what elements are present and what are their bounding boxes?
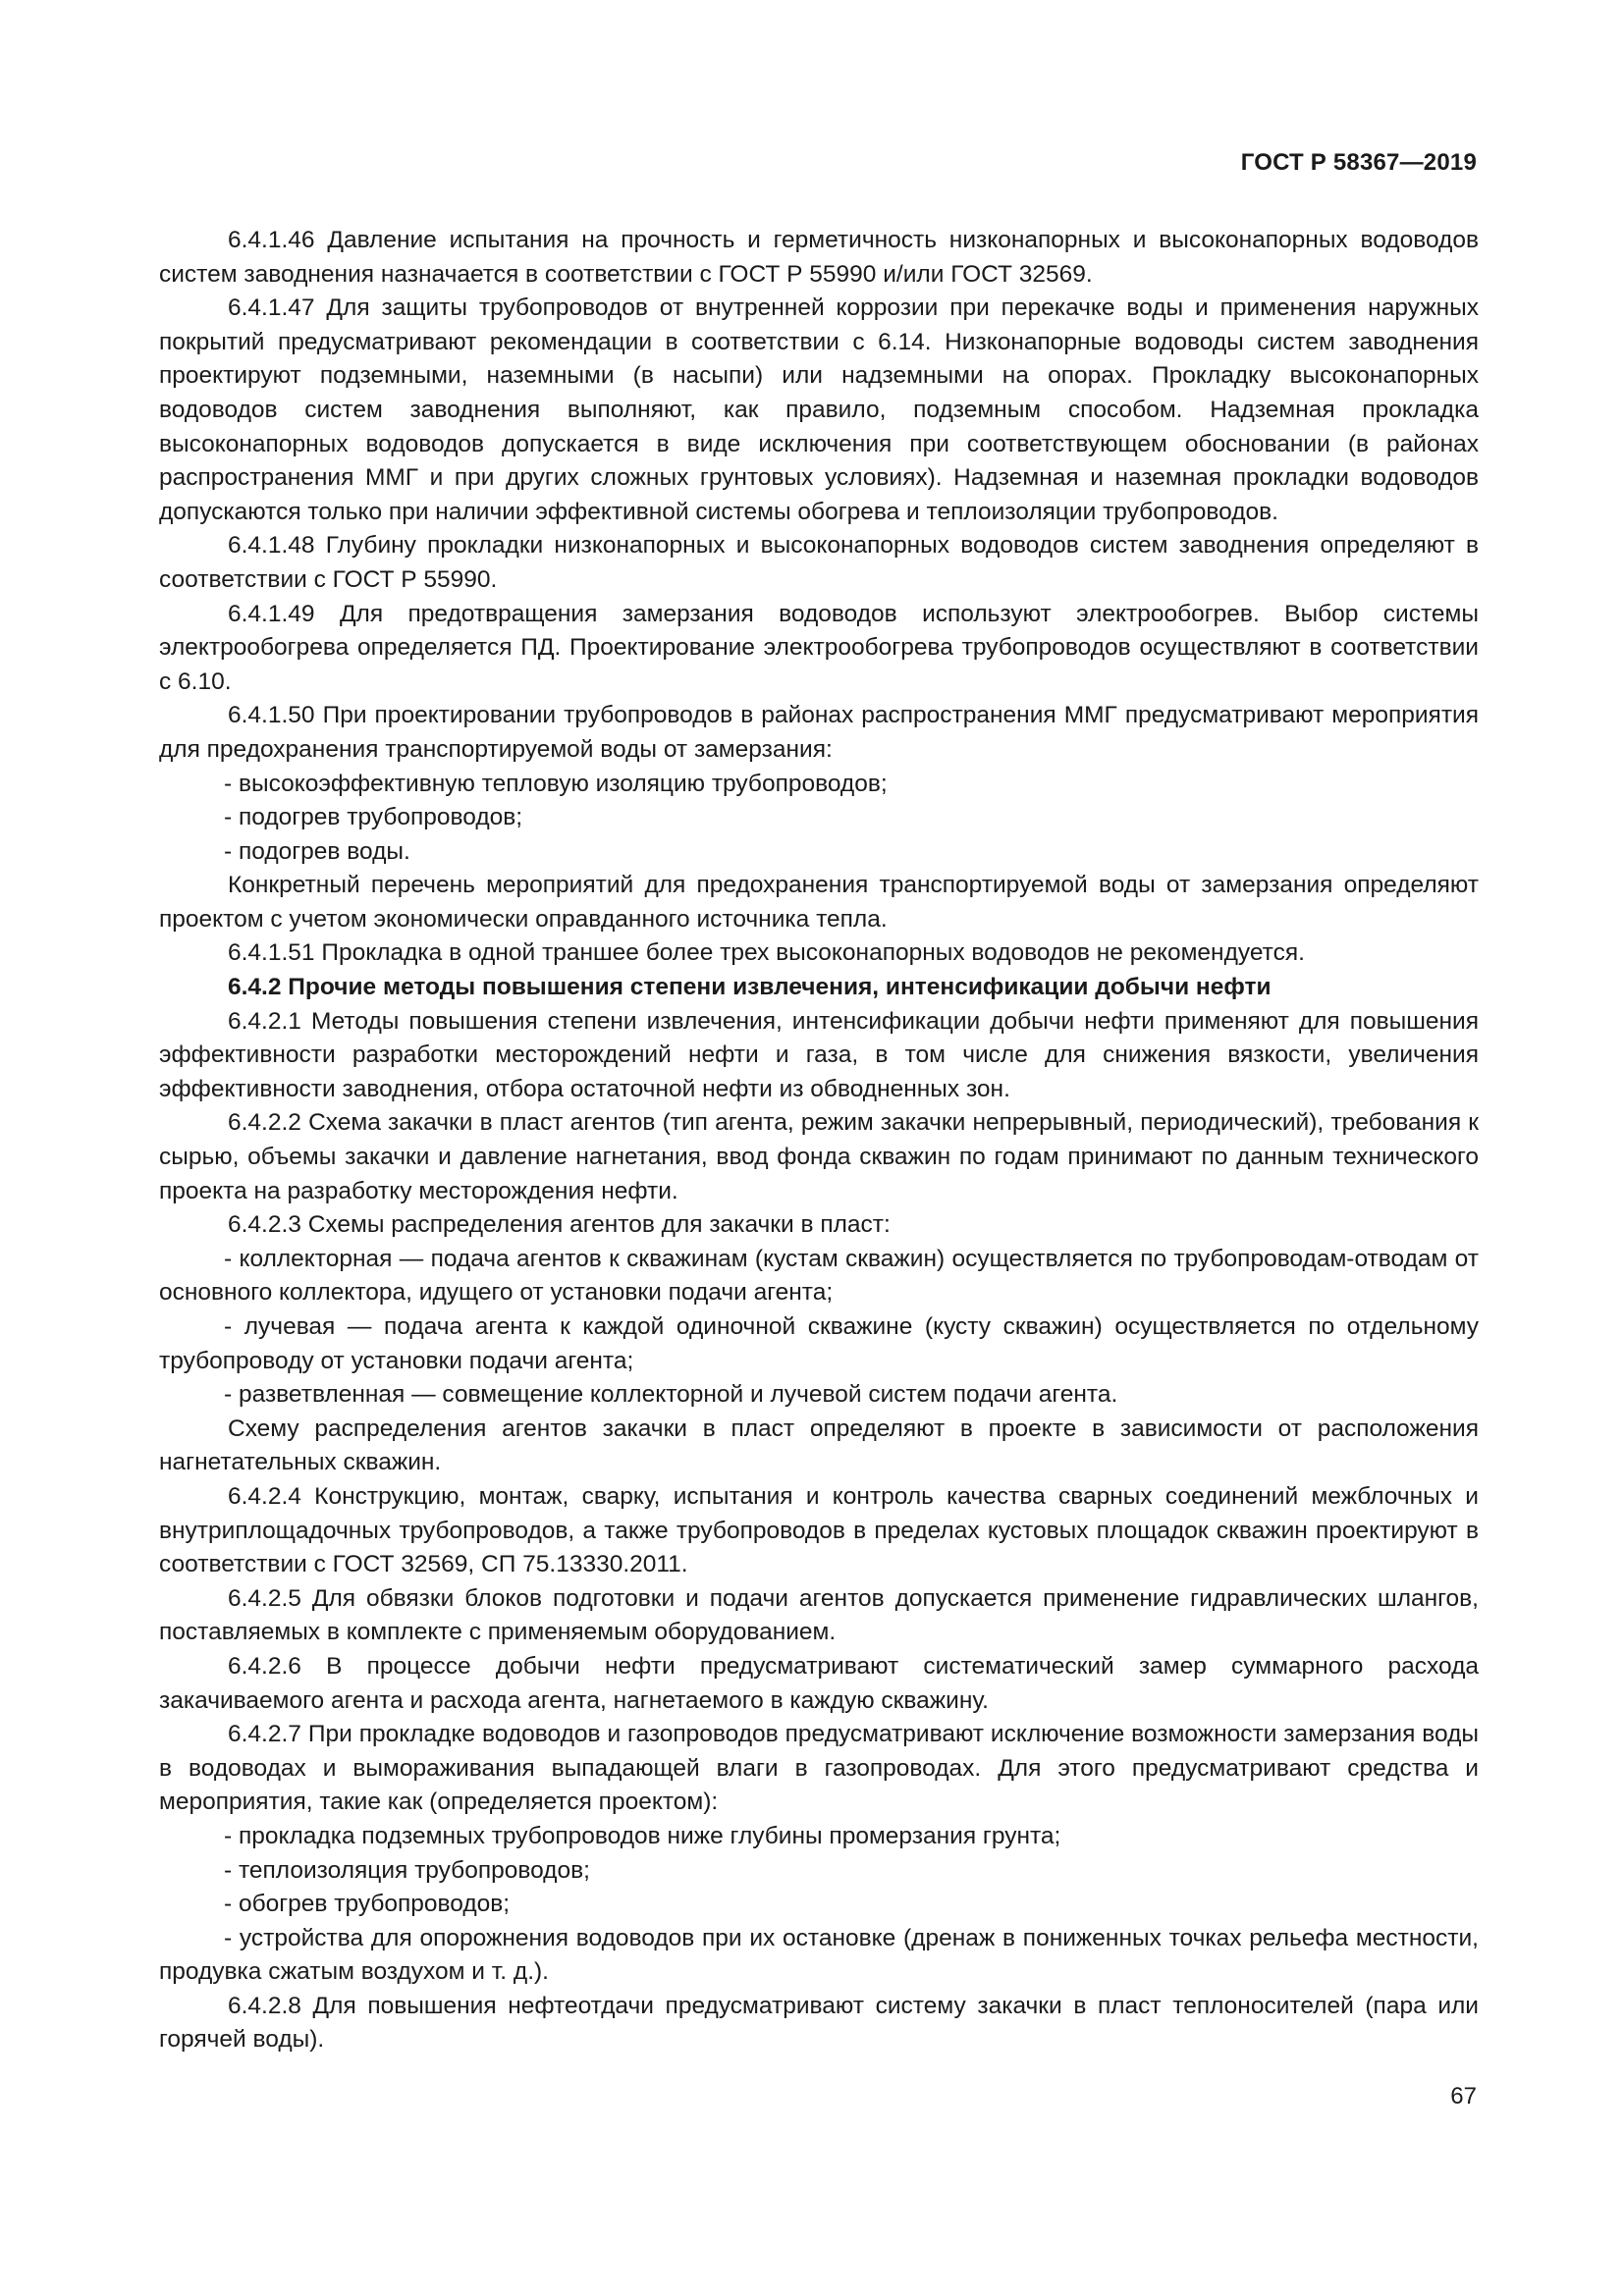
list-item: - прокладка подземных трубопроводов ниже глубины промерзания грунта; <box>224 1822 1061 1849</box>
paragraph-6-4-1-50: 6.4.1.50 При проектировании трубопроводов в районах распространения ММГ предусматривают мероприятия для предохранения транспортируемой воды от замерзания: <box>159 702 1479 763</box>
paragraph-6-4-2-8: 6.4.2.8 Для повышения нефтеотдачи предусматривают систему закачки в пласт теплоносителей (пара или горячей воды). <box>159 1992 1479 2054</box>
section-heading-6-4-2: 6.4.2 Прочие методы повышения степени извлечения, интенсификации добычи нефти <box>228 974 1272 1001</box>
paragraph-6-4-2-2: 6.4.2.2 Схема закачки в пласт агентов (тип агента, режим закачки непрерывный, периодический), требования к сырью, объемы закачки и давление нагнетания, ввод фонда скважин по годам принимают по данным технического проекта на разработку месторождения нефти. <box>159 1109 1479 1204</box>
paragraph-6-4-2-4: 6.4.2.4 Конструкцию, монтаж, сварку, испытания и контроль качества сварных соединений межблочных и внутриплощадочных трубопроводов, а также трубопроводов в пределах кустовых площадок скважин проектируют в соответствии с ГОСТ 32569, СП 75.13330.2011. <box>159 1482 1479 1578</box>
page-number: 67 <box>1450 2083 1477 2109</box>
paragraph-6-4-2-7: 6.4.2.7 При прокладке водоводов и газопроводов предусматривают исключение возможности замерзания воды в водоводах и вымораживания выпадающей влаги в газопроводах. Для этого предусматривают средства и мероприятия, такие как (определяется проектом): <box>159 1721 1479 1816</box>
paragraph-6-4-1-46: 6.4.1.46 Давление испытания на прочность и герметичность низконапорных и высоконапорных водоводов систем заводнения назначается в соответствии с ГОСТ Р 55990 и/или ГОСТ 32569. <box>159 227 1479 288</box>
list-item: - подогрев воды. <box>224 837 410 865</box>
list-item: - устройства для опорожнения водоводов при их остановке (дренаж в пониженных точках рельефа местности, продувка сжатым воздухом и т. д.). <box>159 1924 1479 1986</box>
paragraph-6-4-1-47: 6.4.1.47 Для защиты трубопроводов от внутренней коррозии при перекачке воды и применения наружных покрытий предусматривают рекомендации в соответствии с 6.14. Низконапорные водоводы систем заводнения проектируют подземными, наземными (в насыпи) или надземными на опорах. Прокладку высоконапорных водоводов систем заводнения выполняют, как правило, подземным способом. Надземная прокладка высоконапорных водоводов допускается в виде исключения при соответствующем обосновании (в районах распространения ММГ и при других сложных грунтовых условиях). Надземная и наземная прокладки водоводов допускаются только при наличии эффективной системы обогрева и теплоизоляции трубопроводов. <box>159 294 1479 525</box>
list-item: - лучевая — подача агента к каждой одиночной скважине (кусту скважин) осуществляется по отдельному трубопроводу от установки подачи агента; <box>159 1313 1479 1374</box>
list-item: - высокоэффективную тепловую изоляцию трубопроводов; <box>224 770 888 797</box>
document-body <box>159 224 1479 2057</box>
list-item: - теплоизоляция трубопроводов; <box>224 1856 590 1884</box>
paragraph-distribution-scheme: Схему распределения агентов закачки в пласт определяют в проекте в зависимости от расположения нагнетательных скважин. <box>159 1415 1479 1476</box>
paragraph-measures-list: Конкретный перечень мероприятий для предохранения транспортируемой воды от замерзания определяют проектом с учетом экономически оправданного источника тепла. <box>159 872 1479 933</box>
paragraph-6-4-1-51: 6.4.1.51 Прокладка в одной траншее более трех высоконапорных водоводов не рекомендуется. <box>228 939 1305 967</box>
document-standard-id: ГОСТ Р 58367—2019 <box>1240 149 1477 176</box>
paragraph-6-4-2-6: 6.4.2.6 В процессе добычи нефти предусматривают систематический замер суммарного расхода закачиваемого агента и расхода агента, нагнетаемого в каждую скважину. <box>159 1652 1479 1714</box>
paragraph-6-4-1-49: 6.4.1.49 Для предотвращения замерзания водоводов используют электрообогрев. Выбор системы электрообогрева определяется ПД. Проектирование электрообогрева трубопроводов осуществляют в соответствии с 6.10. <box>159 600 1479 695</box>
paragraph-6-4-2-3: 6.4.2.3 Схемы распределения агентов для закачки в пласт: <box>228 1211 891 1239</box>
list-item: - коллекторная — подача агентов к скважинам (кустам скважин) осуществляется по трубопроводам-отводам от основного коллектора, идущего от установки подачи агента; <box>159 1245 1479 1307</box>
list-item: - обогрев трубопроводов; <box>224 1891 511 1918</box>
paragraph-6-4-1-48: 6.4.1.48 Глубину прокладки низконапорных и высоконапорных водоводов систем заводнения определяют в соответствии с ГОСТ Р 55990. <box>159 532 1479 593</box>
paragraph-6-4-2-1: 6.4.2.1 Методы повышения степени извлечения, интенсификации добычи нефти применяют для повышения эффективности разработки месторождений нефти и газа, в том числе для снижения вязкости, увеличения эффективности заводнения, отбора остаточной нефти из обводненных зон. <box>159 1007 1479 1102</box>
list-item: - разветвленная — совмещение коллекторной и лучевой систем подачи агента. <box>224 1381 1118 1409</box>
paragraph-6-4-2-5: 6.4.2.5 Для обвязки блоков подготовки и подачи агентов допускается применение гидравлических шлангов, поставляемых в комплекте с применяемым оборудованием. <box>159 1584 1479 1646</box>
list-item: - подогрев трубопроводов; <box>224 804 523 831</box>
